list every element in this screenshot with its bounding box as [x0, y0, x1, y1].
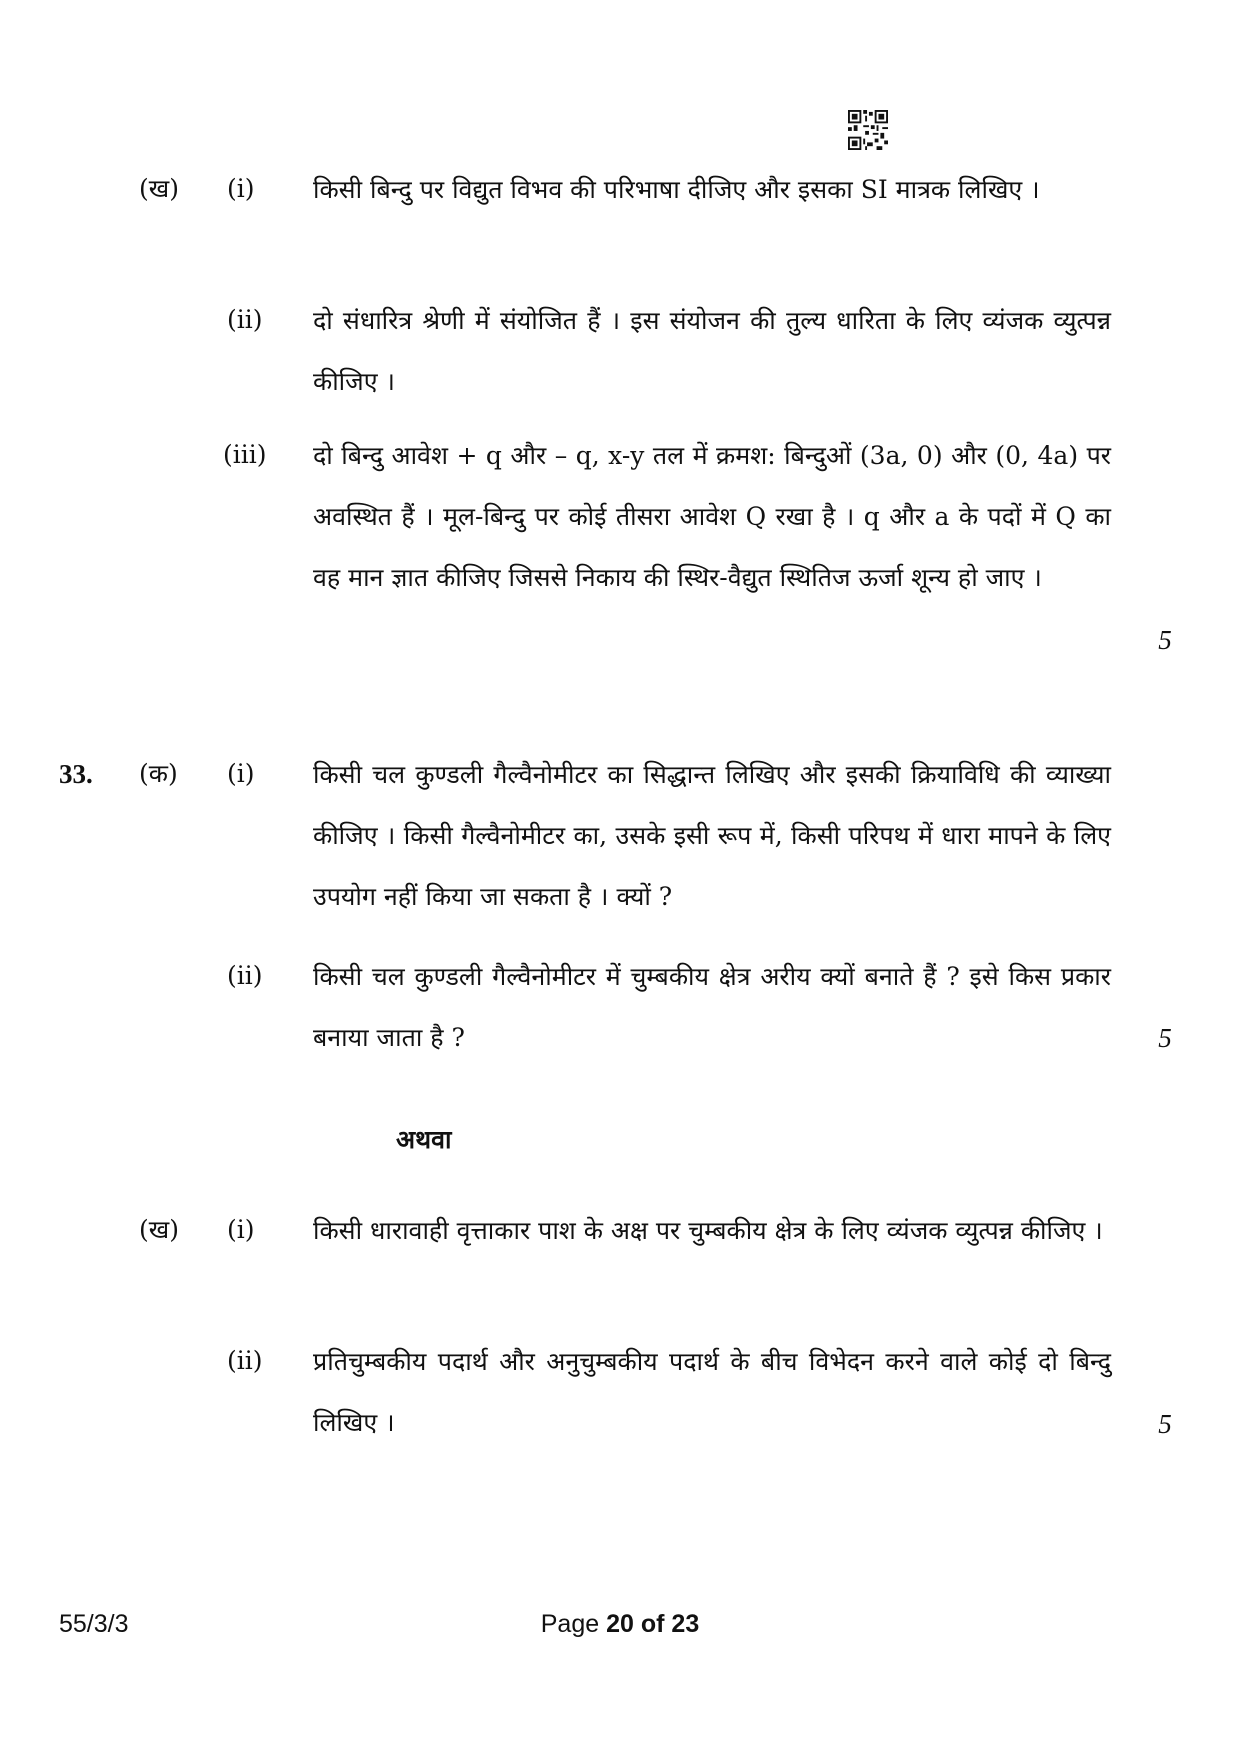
item-number: (ii)	[227, 961, 263, 990]
item-number: (i)	[227, 759, 255, 788]
marks: 5	[1158, 1023, 1172, 1053]
page-of: of	[640, 1610, 665, 1638]
question-text: किसी चल कुण्डली गैल्वैनोमीटर में चुम्बकीय क्षेत्र अरीय क्यों बनाते हैं ? इसे किस प्रकार बनाया जाता है ?	[313, 962, 1111, 1052]
qr-code-icon	[848, 110, 888, 150]
item-number: (ii)	[227, 305, 263, 334]
paper-code: 55/3/3	[59, 1610, 129, 1638]
marks: 5	[1158, 625, 1172, 655]
item-number: (iii)	[223, 440, 267, 469]
page-total: 23	[671, 1610, 700, 1638]
section-label: (ख)	[139, 174, 179, 203]
item-number: (i)	[227, 174, 255, 203]
item-number: (i)	[227, 1215, 255, 1244]
question-text: दो बिन्दु आवेश + q और – q, x-y तल में क्रमश: बिन्दुओं (3a, 0) और (0, 4a) पर अवस्थित हैं । मूल-बिन्दु पर कोई तीसरा आवेश Q रखा है । q और a के पदों में Q का वह मान ज्ञात कीजिए जिससे निकाय की स्थिर-वैद्युत स्थितिज ऊर्जा शून्य हो जाए ।	[313, 441, 1111, 592]
question-text: किसी बिन्दु पर विद्युत विभव की परिभाषा दीजिए और इसका SI मात्रक लिखिए ।	[313, 175, 1040, 204]
question-number: 33.	[59, 759, 93, 789]
question-text: किसी चल कुण्डली गैल्वैनोमीटर का सिद्धान्त लिखिए और इसकी क्रियाविधि की व्याख्या कीजिए । किसी गैल्वैनोमीटर का, उसके इसी रूप में, किसी परिपथ में धारा मापने के लिए उपयोग नहीं किया जा सकता है । क्यों ?	[313, 760, 1111, 911]
section-label: (ख)	[139, 1215, 179, 1244]
question-text: किसी धारावाही वृत्ताकार पाश के अक्ष पर चुम्बकीय क्षेत्र के लिए व्यंजक व्युत्पन्न कीजिए ।	[313, 1216, 1103, 1245]
item-number: (ii)	[227, 1346, 263, 1375]
page-current: 20	[606, 1610, 634, 1638]
or-heading: अथवा	[396, 1125, 452, 1154]
page-number	[530, 1604, 710, 1644]
marks: 5	[1158, 1409, 1172, 1439]
page-word: Page	[540, 1610, 600, 1638]
question-text: प्रतिचुम्बकीय पदार्थ और अनुचुम्बकीय पदार्थ के बीच विभेदन करने वाले कोई दो बिन्दु लिखिए ।	[313, 1347, 1111, 1437]
section-label: (क)	[139, 759, 178, 788]
question-text: दो संधारित्र श्रेणी में संयोजित हैं । इस संयोजन की तुल्य धारिता के लिए व्यंजक व्युत्पन्न कीजिए ।	[313, 306, 1111, 396]
